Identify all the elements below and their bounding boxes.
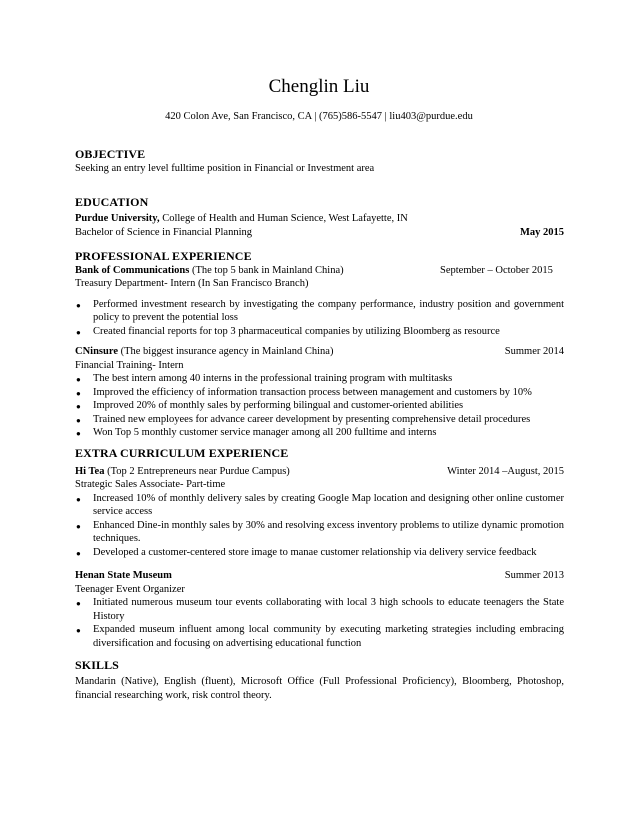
candidate-name: Chenglin Liu (268, 76, 370, 97)
bullet-item: ● Performed investment research by investigating the company performance, industry position and government policy to prevent the potential loss (76, 298, 564, 323)
education-degree-line (75, 226, 564, 240)
job-header (75, 569, 564, 583)
job-bullets (75, 298, 564, 339)
objective-text: Seeking an entry level fulltime position in Financial or Investment area (75, 163, 375, 174)
bullet-item: ● Initiated numerous museum tour events collaborating with local 3 high schools to educate teenagers the State History (76, 597, 564, 622)
objective-heading: OBJECTIVE (75, 147, 146, 161)
job-org-note: (The biggest insurance agency in Mainland China) (117, 346, 334, 357)
bullet-icon: ● (76, 494, 81, 504)
job-date: Winter 2014 –August, 2015 (447, 465, 564, 477)
education-school-line (75, 212, 564, 226)
skills-text: Mandarin (Native), English (fluent), Microsoft Office (Full Professional Proficiency), Bloomberg, Photoshop, financial researching work, risk control theory. (75, 676, 564, 701)
professional-heading: PROFESSIONAL EXPERIENCE (75, 248, 252, 263)
school-detail: College of Health and Human Science, West Lafayette, IN (159, 212, 408, 224)
bullet-item: ● Trained new employees for advance career development by presenting comprehensive detail procedures (75, 413, 564, 427)
bullet-icon: ● (76, 375, 81, 384)
job-org: Bank of Communications (75, 264, 190, 276)
job-date: Summer 2013 (504, 570, 564, 581)
job-org-note: (Top 2 Entrepreneurs near Purdue Campus) (104, 465, 290, 477)
bullet-icon: ● (76, 402, 81, 411)
resume-content (75, 132, 564, 702)
job-org: CNinsure (75, 346, 118, 357)
job-bullets (75, 596, 564, 650)
bullet-icon: ● (76, 415, 81, 425)
bullet-icon: ● (76, 599, 81, 608)
bullet-item: ● Developed a customer-centered store image to manae customer relationship via delivery service feedback (75, 546, 564, 560)
bullet-item: ● Enhanced Dine-in monthly sales by 30% and resolving excess inventory problems to utilize dynamic promotion techniques. (76, 519, 564, 544)
skills-heading: SKILLS (75, 658, 119, 672)
job-role: Teenager Event Organizer (75, 583, 185, 595)
bullet-icon: ● (76, 327, 81, 337)
bullet-icon: ● (76, 521, 81, 531)
job-org-note: (The top 5 bank in Mainland China) (189, 264, 344, 276)
bullet-icon: ● (76, 429, 81, 438)
job-header (75, 465, 564, 479)
bullet-item: ● Improved the efficiency of information transaction process between management and customers by 10% (75, 386, 564, 400)
bullet-item: ● Improved 20% of monthly sales by performing bilingual and customer-oriented abilities (75, 399, 564, 413)
school-name: Purdue University, (75, 212, 160, 224)
bullet-icon: ● (76, 626, 81, 635)
education-heading: EDUCATION (75, 194, 149, 209)
job-header (75, 345, 564, 359)
job-header (75, 264, 564, 278)
contact-line: 420 Colon Ave, San Francisco, CA | (765)586-5547 | liu403@purdue.edu (165, 111, 473, 122)
bullet-item: ● The best intern among 40 interns in the professional training program with multitasks (75, 372, 564, 386)
bullet-item: ● Expanded museum influent among local community by executing marketing strategies including embracing diversification and focusing on advertising educational function (76, 624, 564, 649)
bullet-item: ● Won Top 5 monthly customer service manager among all 200 fulltime and interns (75, 426, 564, 440)
job-role: Treasury Department- Intern (In San Francisco Branch) (75, 278, 309, 289)
extra-heading: EXTRA CURRICULUM EXPERIENCE (75, 445, 289, 460)
degree: Bachelor of Science in Financial Planning (75, 227, 252, 238)
bullet-icon: ● (76, 388, 81, 398)
bullet-icon: ● (76, 548, 81, 558)
bullet-item: ● Increased 10% of monthly delivery sales by creating Google Map location and designing other online customer service access (76, 492, 564, 517)
job-role: Financial Training- Intern (75, 359, 184, 371)
job-org: Henan State Museum (75, 570, 172, 581)
job-bullets (75, 492, 564, 560)
graduation-date: May 2015 (519, 227, 564, 238)
job-org: Hi Tea (75, 465, 105, 477)
job-date: September – October 2015 (440, 264, 553, 276)
bullet-item: ● Created financial reports for top 3 pharmaceutical companies by utilizing Bloomberg as resource (75, 325, 564, 339)
job-role: Strategic Sales Associate- Part-time (75, 479, 226, 490)
job-date: Summer 2014 (504, 346, 564, 357)
job-bullets (75, 372, 564, 440)
bullet-icon: ● (76, 300, 81, 310)
